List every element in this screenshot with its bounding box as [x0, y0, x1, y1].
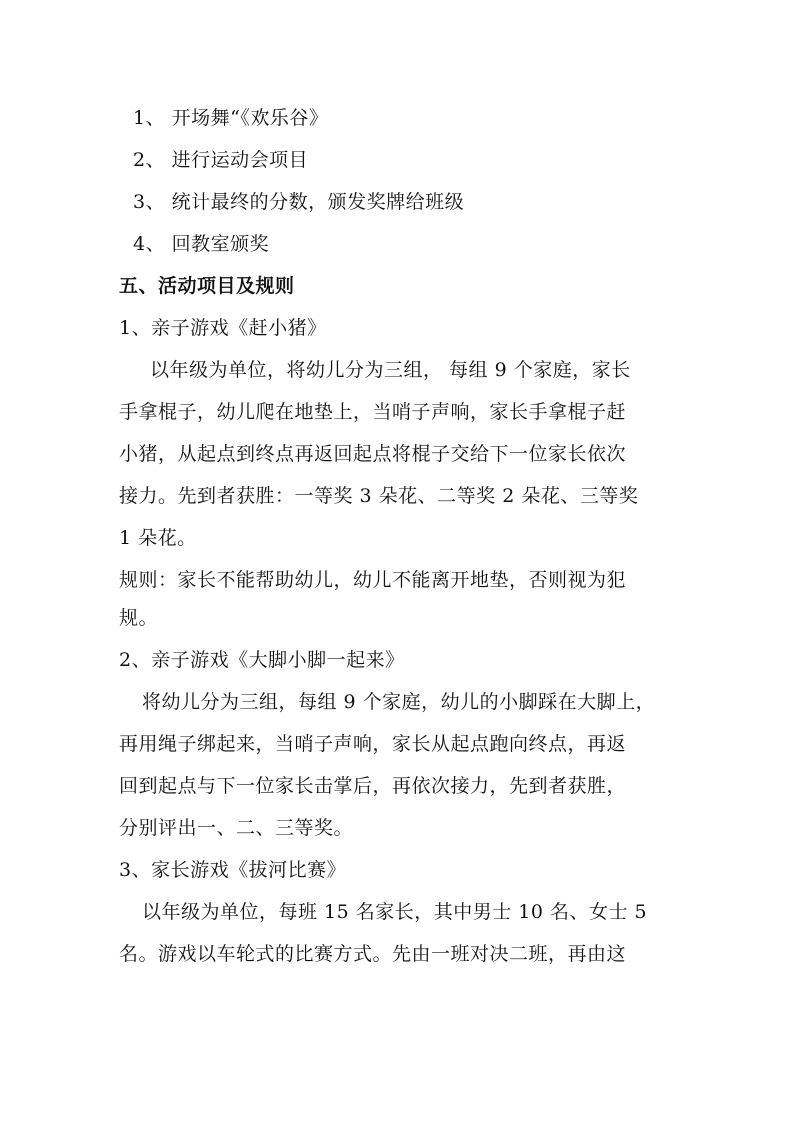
activity-1-body-line: 手拿棍子，幼儿爬在地垫上，当哨子声响，家长手拿棍子赶 — [119, 401, 627, 423]
activity-3-body-line: 名。游戏以车轮式的比赛方式。先由一班对决二班，再由这 — [119, 943, 627, 965]
activity-2-title: 2、亲子游戏《大脚小脚一起来》 — [119, 649, 405, 671]
activity-2-body-line: 分别评出一、二、三等奖。 — [119, 817, 354, 839]
schedule-item-2: 2、 进行运动会项目 — [133, 149, 309, 171]
schedule-item-3: 3、 统计最终的分数，颁发奖牌给班级 — [133, 191, 465, 213]
activity-1-body-line: 小猪，从起点到终点再返回起点将棍子交给下一位家长依次 — [119, 443, 627, 465]
activity-1-rules-line: 规则：家长不能帮助幼儿，幼儿不能离开地垫，否则视为犯 — [119, 569, 627, 591]
activity-1-body-line: 1 朵花。 — [119, 527, 197, 549]
activity-2-body-line: 将幼儿分为三组，每组 9 个家庭，幼儿的小脚踩在大脚上， — [142, 691, 656, 713]
activity-3-title: 3、家长游戏《拔河比赛》 — [119, 859, 347, 881]
activity-2-body-line: 回到起点与下一位家长击掌后，再依次接力，先到者获胜， — [119, 775, 627, 797]
activity-1-body-line: 接力。先到者获胜：一等奖 3 朵花、二等奖 2 朵花、三等奖 — [119, 485, 639, 507]
schedule-item-4: 4、 回教室颁奖 — [133, 233, 270, 255]
activity-2-body-line: 再用绳子绑起来，当哨子声响，家长从起点跑向终点，再返 — [119, 733, 627, 755]
activity-3-body-line: 以年级为单位，每班 15 名家长，其中男士 10 名、女士 5 — [142, 901, 648, 923]
section-heading: 五、活动项目及规则 — [119, 275, 295, 297]
schedule-item-1: 1、 开场舞“《欢乐谷》 — [133, 107, 329, 129]
activity-1-body-line: 以年级为单位，将幼儿分为三组， 每组 9 个家庭，家长 — [150, 359, 631, 381]
activity-1-title: 1、亲子游戏《赶小猪》 — [119, 317, 327, 339]
activity-1-rules-line: 规。 — [119, 607, 159, 629]
